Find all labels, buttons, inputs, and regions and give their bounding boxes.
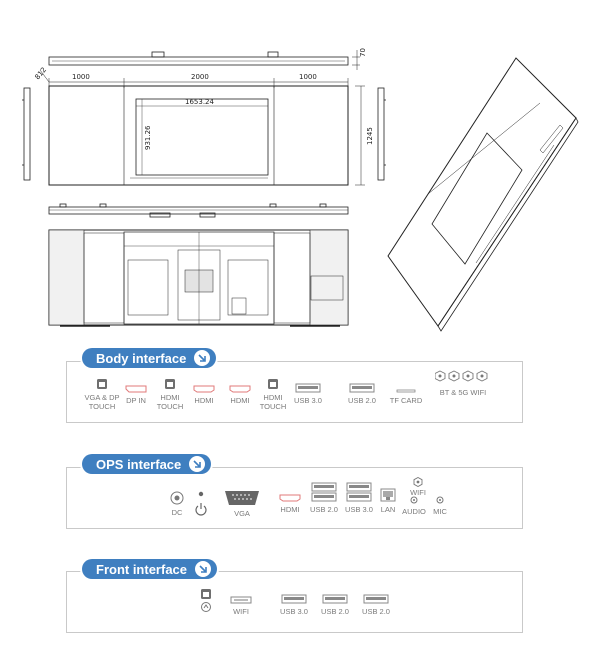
usb-b-icon	[96, 378, 108, 390]
port-label: VGA & DP TOUCH	[84, 393, 120, 411]
port-dc	[166, 491, 188, 517]
usb-a-double-icon	[311, 482, 337, 502]
left-side-view	[24, 88, 30, 180]
port-hdmi-2	[226, 385, 254, 405]
displayport-icon	[125, 385, 147, 393]
port-front-usb-2-0-a	[319, 594, 351, 616]
arrow-down-right-icon	[195, 561, 211, 577]
port-vga	[222, 490, 262, 518]
port-label: USB 3.0	[345, 505, 373, 514]
port-label: HDMI	[280, 505, 300, 514]
port-label: USB 2.0	[310, 505, 338, 514]
port-front-usb-2-0-b	[360, 594, 392, 616]
antenna-icon	[413, 477, 423, 487]
port-hdmi-touch-1	[155, 378, 185, 411]
usb-b-icon	[267, 378, 279, 390]
port-front-touch	[196, 588, 216, 619]
port-usb-2-0	[308, 482, 340, 514]
dim-depth: 812	[33, 65, 49, 82]
port-label: HDMI	[194, 396, 214, 405]
port-hdmi-1	[190, 385, 218, 405]
audio-jack-icon	[410, 496, 418, 504]
port-bt-5g-wifi	[432, 370, 494, 397]
ops-interface-tag	[82, 454, 211, 474]
usb-a-icon	[363, 594, 389, 604]
mic-jack-icon	[436, 496, 444, 504]
dim-left-section: 1000	[72, 73, 90, 81]
power-button	[192, 491, 210, 520]
dim-right-section: 1000	[299, 73, 317, 81]
usb-b-touch-icon	[199, 588, 213, 616]
port-usb-3-0	[292, 383, 324, 405]
port-label: AUDIO	[402, 507, 426, 516]
vga-icon	[224, 490, 260, 506]
port-label: DC	[171, 508, 183, 517]
arrow-down-right-icon	[194, 350, 210, 366]
port-front-wifi	[226, 596, 256, 616]
port-label: USB 2.0	[348, 396, 376, 405]
dim-screen-width: 1653.24	[185, 98, 214, 106]
body-interface-tag	[82, 348, 216, 368]
power-button-icon	[194, 491, 208, 517]
port-usb-3-0	[343, 482, 375, 514]
perspective-view-screen	[432, 133, 522, 264]
dc-jack-icon	[170, 491, 184, 505]
port-vga-dp-touch	[84, 378, 120, 411]
port-wifi	[404, 477, 432, 497]
port-label: USB 2.0	[321, 607, 349, 616]
port-label: HDMI TOUCH	[156, 393, 184, 411]
front-interface-title: Front interface	[96, 561, 188, 577]
usb-a-double-icon	[346, 482, 372, 502]
usb-a-icon	[349, 383, 375, 393]
port-label: LAN	[380, 505, 396, 514]
dim-thickness: 70	[359, 48, 367, 57]
port-hdmi-touch-2	[258, 378, 288, 411]
wifi-slot-icon	[230, 596, 252, 604]
body-interface-title: Body interface	[96, 350, 187, 366]
usb-a-icon	[295, 383, 321, 393]
port-label: USB 3.0	[294, 396, 322, 405]
dim-screen-height: 931.26	[144, 125, 152, 150]
port-label: USB 2.0	[362, 607, 390, 616]
usb-a-icon	[281, 594, 307, 604]
dim-height: 1245	[366, 127, 374, 145]
port-lan	[377, 488, 399, 514]
arrow-down-right-icon	[189, 456, 205, 472]
port-usb-2-0	[346, 383, 378, 405]
hdmi-icon	[229, 385, 251, 393]
ops-interface-title: OPS interface	[96, 456, 182, 472]
port-mic	[428, 496, 452, 516]
perspective-view-body	[388, 58, 576, 326]
port-audio	[400, 496, 428, 516]
port-label: VGA	[234, 509, 250, 518]
port-front-usb-3-0	[278, 594, 310, 616]
port-label: WIFI	[233, 607, 249, 616]
rj45-icon	[380, 488, 396, 502]
port-label: WIFI	[410, 488, 426, 497]
port-dp-in	[122, 385, 150, 405]
port-label: USB 3.0	[280, 607, 308, 616]
dimension-labels	[33, 48, 374, 150]
front-interface-tag	[82, 559, 217, 579]
port-label: HDMI	[230, 396, 250, 405]
port-hdmi	[276, 494, 304, 514]
antenna-icon	[435, 370, 491, 382]
front-view-screen	[136, 99, 268, 175]
hdmi-icon	[193, 385, 215, 393]
port-label: MIC	[433, 507, 447, 516]
port-label: BT & 5G WIFI	[439, 388, 487, 397]
bottom-view-body	[49, 207, 348, 214]
usb-a-icon	[322, 594, 348, 604]
port-label: TF CARD	[389, 396, 423, 405]
port-label: HDMI TOUCH	[259, 393, 287, 411]
dim-center-section: 2000	[191, 73, 209, 81]
port-label: DP IN	[126, 396, 146, 405]
port-tf-card	[388, 389, 424, 405]
right-side-view	[378, 88, 384, 180]
tf-card-icon	[396, 389, 416, 393]
usb-b-icon	[164, 378, 176, 390]
hdmi-icon	[279, 494, 301, 502]
